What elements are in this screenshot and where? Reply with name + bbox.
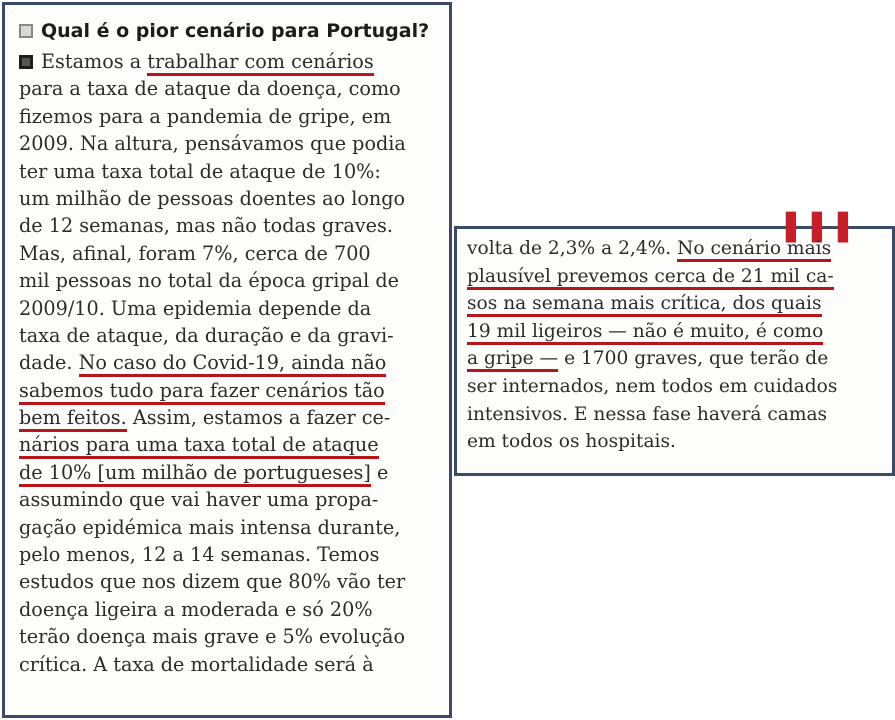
red-underline-emphasis: No cenário mais [677,238,831,262]
right-article-clipping [454,213,895,476]
continuation-line: a gripe — e 1700 graves, que terão de [467,345,884,373]
red-underline-emphasis: sos na semana mais crítica, dos quais [467,293,822,317]
red-underline-emphasis: a gripe — [467,348,558,372]
answer-line: terão doença mais grave e 5% evolução [19,625,406,649]
red-underline-emphasis: plausível prevemos cerca de 21 mil ca- [467,266,834,290]
continuation-line [467,318,884,346]
answer-line: 2009/10. Uma epidemia depende da [19,296,372,320]
left-article-clipping [2,2,452,718]
question-row [19,15,439,47]
answer-line: pelo menos, 12 a 14 semanas. Temos [19,543,380,567]
continuation-line: ser internados, nem todos em cuidados [467,375,838,397]
answer-line: gação epidémica mais intensa durante, [19,515,401,539]
answer-line-highlighted: de 10% [um milhão de portugueses] e [19,459,439,486]
answer-line: Mas, afinal, foram 7%, cerca de 700 [19,241,371,265]
red-underline-emphasis: de 10% [um milhão de portugueses] [19,461,371,487]
answer-line: 2009. Na altura, pensávamos que podia [19,132,406,156]
answer-line: para a taxa de ataque da doença, como [19,77,401,101]
continuation-line [467,290,884,318]
red-underline-emphasis: nários para uma taxa total de ataque [19,433,379,459]
red-headline-fragment-icon: ▌▌▌ [786,213,864,243]
continuation-line [467,263,884,291]
answer-line [19,48,439,75]
red-underline-emphasis: No caso do Covid-19, ainda não [79,351,387,377]
answer-line-highlighted: dade. No caso do Covid-19, ainda não [19,349,439,376]
answer-line: taxa de ataque, da duração e da gravi- [19,323,394,347]
continuation-line: intensivos. E nessa fase haverá camas [467,403,828,425]
answer-line: de 12 semanas, mas não todas graves. [19,214,393,238]
answer-line: fizemos para a pandemia de gripe, em [19,104,392,128]
red-underline-emphasis: bem feitos. [19,406,127,432]
answer-line: estudos que nos dizem que 80% vão ter [19,570,406,594]
answer-line: mil pessoas no total da época gripal de [19,269,399,293]
red-underline-emphasis: sabemos tudo para fazer cenários tão [19,379,385,405]
answer-square-icon [19,55,33,69]
line-text: Estamos a trabalhar com cenários [41,50,374,76]
answer-line: assumindo que vai haver uma propa- [19,488,379,512]
answer-line: um milhão de pessoas doentes ao longo [19,186,406,210]
continuation-line: em todos os hospitais. [467,431,676,453]
answer-line-highlighted [19,377,439,404]
answer-line: doença ligeira a moderada e só 20% [19,597,373,621]
red-underline-emphasis: 19 mil ligeiros — não é muito, é como [467,321,823,345]
red-underline-emphasis: trabalhar com cenários [147,50,373,76]
continuation-line: volta de 2,3% a 2,4%. No cenário mais [467,235,884,263]
answer-line: ter uma taxa total de ataque de 10%: [19,159,381,183]
question-square-icon [19,24,33,38]
answer-line-highlighted [19,431,439,458]
answer-line: crítica. A taxa de mortalidade será à [19,652,374,676]
answer-line-highlighted: bem feitos. Assim, estamos a fazer ce- [19,404,439,431]
question-heading: Qual é o pior cenário para Portugal? [41,20,430,42]
